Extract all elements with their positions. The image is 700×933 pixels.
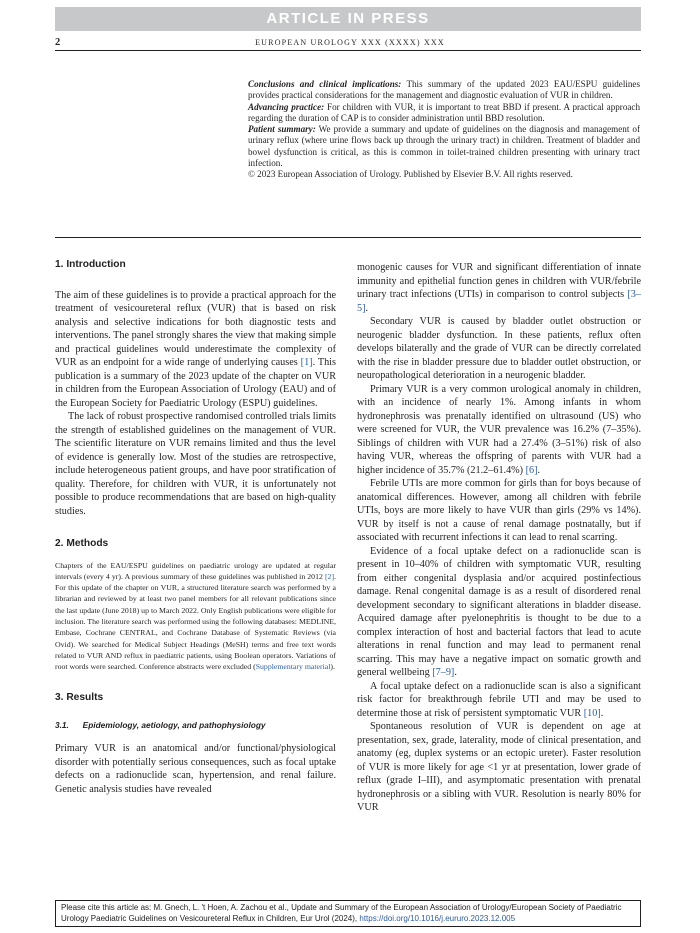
right-text-6a: A focal uptake defect on a radionuclide scan is also a significant risk factor for breakthrough febrile UTI and may be used to determine those at risk of persistent symptomatic VUR (357, 680, 641, 719)
right-text-5b: . (454, 667, 457, 678)
results-paragraph-1: Primary VUR is an anatomical and/or functional/physiological disorder with potentially serious consequences, such as focal uptake defects on a radionuclide scan, hypertension, and renal failure. Genetic analysis studies have revealed (55, 743, 336, 795)
supplementary-link[interactable]: Supplementary material (255, 662, 331, 672)
subsection-heading: 3.1. Epidemiology, aetiology, and pathophysiology (55, 719, 266, 730)
ref-link-6[interactable]: [6] (525, 464, 538, 476)
right-column (357, 261, 641, 815)
ref-link-3-5[interactable]: [3–5] (357, 289, 641, 314)
intro-heading: 1. Introduction (55, 259, 126, 270)
abstract-conclusions (248, 79, 640, 102)
summary-label: Patient summary: (248, 124, 316, 135)
right-paragraph-2: Secondary VUR is caused by bladder outlet obstruction or neurogenic bladder dysfunction. In these patients, reflux often develops bilaterally and the grade of VUR can be directly correlated with the rise in bladder pressure due to bladder outlet obstruction, or neuropathological deterioration in a neurogenic bladder. (357, 316, 641, 381)
abstract-advancing (248, 102, 640, 125)
abstract-copyright: © 2023 European Association of Urology. Published by Elsevier B.V. All rights reserved. (248, 169, 573, 180)
methods-text-c: ). (330, 662, 335, 672)
ref-link-2[interactable]: [2] (324, 571, 335, 581)
ref-link-1[interactable]: [1] (300, 357, 313, 368)
results-heading: 3. Results (55, 692, 104, 704)
abstract-rule (55, 237, 641, 238)
right-paragraph-1 (357, 261, 641, 315)
conclusions-label: Conclusions and clinical implications: (248, 79, 402, 89)
running-header: EUROPEAN UROLOGY XXX (XXXX) XXX (255, 38, 445, 47)
right-paragraph-3 (357, 383, 641, 478)
article-in-press-banner: ARTICLE IN PRESS (55, 7, 641, 31)
left-column (55, 258, 336, 796)
advancing-text: For children with VUR, it is important to treat BBD if present. A practical approach regarding the duration of CAP is to consider administration until BBD resolution. (248, 101, 640, 123)
advancing-label: Advancing practice: (248, 101, 325, 112)
methods-paragraph (55, 560, 336, 673)
right-text-3a: Primary VUR is a very common urological anomaly in children, with an incidence of nearly 1%. Among infants in whom hydronephrosis was prenatally identified on ultrasound (US) who were screened for VUR, the VUR prevalence was 16.2% (7–35%). Siblings of children with VUR had a 27.4% (3–51%) risk of also having VUR, whereas the offspring of parents with VUR had a higher incidence of 35.7% (21.2–61.4%) (357, 383, 641, 476)
right-text-1b: . (365, 302, 369, 314)
right-paragraph-6 (357, 680, 641, 721)
header-rule (55, 50, 641, 51)
methods-text-b: . For this update of the chapter on VUR, a structured literature search was performed by a librarian and reviewed by at least two panel members for all relevant publications since the last update (June 2018) up to March 2022. Only English publications were eligible for inclusion. The literature search was performed using the following databases: MEDLINE, Embase, Cochrane CENTRAL, and Cochrane Database of Systematic Reviews (via Ovid). We searched for Medical Subject Headings (MeSH) terms and free text words related to VUR AND reflux in paediatric patients, using Boolean operators. Variations of root words were searched. Conference abstracts were excluded ( (55, 571, 336, 672)
right-paragraph-5 (357, 545, 641, 680)
ref-link-7-9[interactable]: [7–9] (432, 667, 455, 678)
intro-paragraph-2: The lack of robust prospective randomised controlled trials limits the strength of established guidelines on the management of VUR. The scientific literature on VUR remains limited and thus the level of evidence is generally low. Most of the studies are retrospective, include heterogeneous patient groups, and have poor stratification of quality. Therefore, for children with VUR, it is unfortunately not possible to produce recommendations that are based on high-quality studies. (55, 411, 336, 517)
right-text-3b: . (537, 464, 541, 476)
intro-text-b: . This publication is a summary of the 2023 update of the chapter on VUR in children from the European Association of Urology (EAU) and of the European Society for Paediatric Urology (ESPU) guidelines. (55, 357, 336, 409)
citation-box (55, 900, 641, 927)
methods-text-a: Chapters of the EAU/ESPU guidelines on paediatric urology are updated at regular intervals (every 4 yr). A previous summary of these guidelines was published in 2012 (55, 560, 336, 581)
methods-heading: 2. Methods (55, 538, 109, 549)
right-paragraph-7: Spontaneous resolution of VUR is dependent on age at presentation, sex, grade, laterality, mode of clinical presentation, and anatomy (eg, duplex systems or an ectopic ureter). Faster resolution of VUR is more likely for age <1 yr at presentation, lower grade of reflux (grade I–III), and asymptomatic presentation with prenatal hydronephrosis or a sibling with VUR. Resolution is nearly 80% for VUR (357, 721, 641, 813)
right-text-1a: monogenic causes for VUR and significant differentiation of innate immunity and epithelial function genes in children with VUR/febrile urinary tract infections (UTIs) in comparison to control subjects (357, 262, 641, 300)
page-number: 2 (55, 37, 61, 48)
right-text-6b: . (600, 707, 604, 719)
abstract-summary (248, 124, 640, 169)
intro-paragraph-1 (55, 289, 336, 411)
right-paragraph-4: Febrile UTIs are more common for girls than for boys because of anatomical differences. However, among all children with febrile UTIs, boys are more likely to have VUR than girls (29% vs 14%). VUR by itself is not a cause of renal damage postnatally, but if associated with recurrent infections it can lead to renal scarring. (357, 478, 641, 543)
right-text-5a: Evidence of a focal uptake defect on a radionuclide scan is present in 10–40% of children with symptomatic VUR, resulting from either congenital dysplasia and/or acquired postinfectious damage. Renal congenital damage is as a result of disordered renal development secondary to significant alterations in bladder disease. Acquired damage after pyelonephritis is thought to be due to a complex interaction of host and bacterial factors that lead to acute alterations in renal function and may lead to permanent renal scarring. This may have a negative impact on somatic growth and general wellbeing (357, 545, 641, 678)
conclusions-text: This summary of the updated 2023 EAU/ESPU guidelines provides practical considerations for the management and diagnostic evaluation of VUR in children. (248, 79, 641, 101)
intro-text-a: The aim of these guidelines is to provide a practical approach for the treatment of vesicoureteral reflux (VUR) that is based on risk analysis and selective indications for both diagnostic tests and interventions. The panel strongly shares the view that making simple and practical guidelines would underestimate the complexity of VUR as an endpoint for a wide range of underlying causes (55, 289, 336, 368)
doi-link[interactable]: https://doi.org/10.1016/j.eururo.2023.12.005 (359, 914, 516, 924)
abstract-block (248, 79, 640, 181)
ref-link-10[interactable]: [10] (583, 707, 601, 719)
citation-text: Please cite this article as: M. Gnech, L. 't Hoen, A. Zachou et al., Update and Summary of the European Association of Urology/European Society of Paediatric Urology Paediatric Guidelines on Vesicoureteral Reflux in Children, Eur Urol (2024), (61, 903, 622, 924)
summary-text: We provide a summary and update of guidelines on the diagnosis and management of urinary reflux (where urine flows back up through the urinary tract) in children. Treatment of bladder and bowel dysfunction is critical, as this is common in toilet-trained children presenting with urinary tract infection. (248, 124, 640, 169)
